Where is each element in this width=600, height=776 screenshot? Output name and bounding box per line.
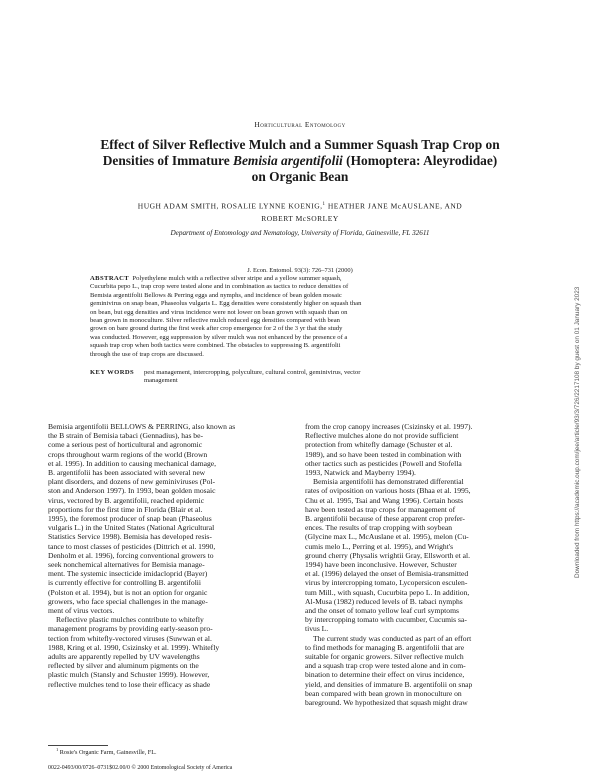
body-line: and the onset of tomato yellow leaf curl symptoms <box>305 606 459 616</box>
body-line: plastic mulch (Stansly and Schuster 1999). However, <box>48 670 210 680</box>
footnote-rule <box>48 745 108 746</box>
body-line: suitable for organic growers. Silver reflective mulch <box>305 652 464 662</box>
body-line: cumis melo L., Perring et al. 1995), and Wright's <box>305 541 454 551</box>
abstract-line: on bean, but egg densities and virus incidence were not lower on bean grown with squash than on <box>90 308 348 316</box>
body-line: is currently effective for controlling B. argentifolii <box>48 578 202 588</box>
body-line: Statistics Service 1998). Bemisia has developed resis- <box>48 532 212 542</box>
body-line: plant disorders, and dozens of new geminiviruses (Pol- <box>48 477 216 487</box>
body-line: The current study was conducted as part of an effort <box>313 633 472 643</box>
body-line: ment. The systemic insecticide imidacloprid (Bayer) <box>48 569 208 579</box>
body-line: rates of oviposition on various hosts (Bhaa et al. 1995, <box>305 486 471 496</box>
title-line-2: Densities of Immature Bemisia argentifolii (Homoptera: Aleyrodidae) <box>102 153 498 168</box>
body-line: virus by intercropping tomato, Lycopersicon esculen- <box>305 578 468 588</box>
body-column-right <box>305 422 549 707</box>
body-line: management programs by providing early-season pro- <box>48 624 213 634</box>
keywords-line: pest management, intercropping, polyculture, cultural control, geminivirus, vector <box>144 369 361 376</box>
article-title <box>40 137 560 185</box>
abstract-line: bean grown in monoculture. Silver reflective mulch reduced egg densities compared with bean <box>90 317 340 325</box>
footnote-mark: 1 <box>56 747 59 752</box>
body-line: B. argentifolii has been associated with several new <box>48 468 206 478</box>
abstract-line: geminivirus on snap bean, Phaseolus vulgaris L. Egg densities were consistently higher on squash than <box>90 300 362 308</box>
body-line: ston and Anderson 1997). In 1993, bean golden mosaic <box>48 486 216 496</box>
body-line: virus, vectored by B. argentifolii, reached epidemic <box>48 495 205 505</box>
body-line: seek nonchemical alternatives for Bemisia manage- <box>48 560 205 570</box>
body-line: come a serious pest of horticultural and agronomic <box>48 440 203 450</box>
body-line: vulgaris L.) in the United States (National Agricultural <box>48 523 215 533</box>
abstract-line: squash trap crop when both tactics were combined. The obstacles to suppressing B. argentifolii <box>90 342 341 350</box>
body-line: 1988, Kring et al. 1990, Csizinsky et al. 1999). Whitefly <box>48 642 220 652</box>
body-line: the B strain of Bemisia tabaci (Gennadius), has be- <box>48 431 203 441</box>
abstract <box>90 275 510 359</box>
keywords-text <box>144 369 510 386</box>
body-line: bareground. We hypothesized that squash might draw <box>305 698 468 708</box>
title-line-1: Effect of Silver Reflective Mulch and a Summer Squash Trap Crop on <box>100 137 500 152</box>
body-line: 1993, Natwick and Mayberry 1994). <box>305 468 416 478</box>
body-line: Reflective plastic mulches contribute to whitefly <box>56 615 204 625</box>
body-line: (Polston et al. 1994), but is not an option for organic <box>48 587 208 597</box>
keywords-line: management <box>144 377 178 385</box>
author-list <box>40 199 560 226</box>
body-line: B. argentifolii because of these apparent crop prefer- <box>305 514 465 524</box>
body-line: 1994) have been inconclusive. However, Schuster <box>305 560 457 570</box>
body-line: have been tested as trap crops for management of <box>305 504 456 514</box>
body-column-left <box>48 422 292 689</box>
body-line: Reflective mulches alone do not provide sufficient <box>305 431 459 441</box>
body-line: Chu et al. 1995, Tsai and Wang 1996). Certain hosts <box>305 495 464 505</box>
body-line: from the crop canopy increases (Csizinsky et al. 1997). <box>305 422 473 431</box>
title-species: Bemisia argentifolii <box>233 153 343 168</box>
body-line: tance to most classes of pesticides (Dittrich et al. 1990, <box>48 541 216 551</box>
abstract-label: ABSTRACT <box>90 275 130 282</box>
footnote: $^1$ Rosie's Organic Farm, Gainesville, FL. <box>56 747 157 757</box>
keywords-label: KEY WORDS <box>90 369 135 376</box>
body-line: protection from whitefly damage (Schuster et al. <box>305 440 453 450</box>
body-line: 1989), and so have been tested in combination with <box>305 449 462 459</box>
body-line: bination to determine their effect on virus incidence, <box>305 670 465 680</box>
abstract-line: ABSTRACT Polyethylene mulch with a reflective silver stripe and a yellow summer squash, <box>90 275 342 282</box>
authors-line-1: HUGH ADAM SMITH, ROSALIE LYNNE KOENIG,$^1$ HEATHER JANE McAUSLANE, AND <box>137 201 463 211</box>
body-line: proportions for the first time in Florida (Blair et al. <box>48 504 203 514</box>
body-line: Al-Musa (1982) reduced levels of B. tabaci nymphs <box>305 596 463 606</box>
copyright-line: 0022-0493/00/0726–0731$02.00/0 © 2000 Entomological Society of America <box>48 765 233 771</box>
abstract-line: Bemisia argentifolii Bellows & Perring eggs and nymphs, and incidence of bean golden mosaic <box>90 291 342 299</box>
body-line: Bemisia argentifolii has demonstrated differential <box>313 477 464 487</box>
body-line: other tactics such as pesticides (Powell and Stofella <box>305 458 462 468</box>
body-line: tection from whitefly-vectored viruses (Suwwan et al. <box>48 633 212 643</box>
body-line: and a squash trap crop were tested alone and in com- <box>305 661 466 671</box>
body-line: et al. 1995). In addition to causing mechanical damage, <box>48 458 217 468</box>
authors-line-2: ROBERT McSORLEY <box>261 214 339 223</box>
journal-citation: J. Econ. Entomol. 93(3): 726–731 (2000) <box>247 267 353 274</box>
abstract-line: through the use of trap crops are discussed. <box>90 350 204 358</box>
author-footnote-mark: 1 <box>322 202 326 207</box>
affiliation: Department of Entomology and Nematology, University of Florida, Gainesville, FL 32611 <box>170 229 430 237</box>
body-line: to find methods for managing B. argentifolii that are <box>305 642 465 652</box>
download-notice[interactable]: Downloaded from https://academic.oup.com/jee/article/93/3/726/2217108 by guest on 01 January 2023 <box>574 286 581 578</box>
body-line: crops throughout warm regions of the world (Brown <box>48 449 208 459</box>
download-sidebar <box>574 248 584 578</box>
body-line: Denholm et al. 1996), forcing conventional growers to <box>48 550 214 560</box>
body-line: ment of virus vectors. <box>48 606 115 616</box>
body-line: adults are apparently repelled by UV wavelengths <box>48 652 200 662</box>
body-line: (Glycine max L., McAuslane et al. 1995), melon (Cu- <box>305 532 469 542</box>
body-line: tivus L. <box>305 624 329 634</box>
body-line: by intercropping tomato with cucumber, Cucumis sa- <box>305 615 467 625</box>
body-line: yield, and densities of immature B. argentifolii on snap <box>305 679 473 689</box>
body-line: growers, who face special challenges in the manage- <box>48 596 208 606</box>
body-line: et al. (1996) delayed the onset of Bemisia-transmitted <box>305 569 469 579</box>
body-line: bean compared with bean grown in monoculture on <box>305 688 462 698</box>
abstract-line: was conducted. However, egg suppression by silver mulch was not enhanced by the presence of a <box>90 333 348 341</box>
title-line-3: on Organic Bean <box>251 169 349 184</box>
body-line: tum Mill., with squash, Cucurbita pepo L. In addition, <box>305 587 470 597</box>
body-line: ences. The results of trap cropping with soybean <box>305 523 453 533</box>
abstract-line: grown on bare ground during the first week after crop emergence for 2 of the 3 yr that the study <box>90 325 343 333</box>
abstract-line: Cucurbita pepo L., trap crop were tested alone and in combination as tactics to reduce densities of <box>90 283 349 291</box>
body-line: Bemisia argentifolii BELLOWS & PERRING, also known as <box>48 422 236 431</box>
section-label: Horticultural Entomology <box>254 120 346 129</box>
body-line: ground cherry (Physalis wrightii Gray, Ellsworth et al. <box>305 550 471 560</box>
body-line: reflective mulches tend to lose their efficacy as shade <box>48 679 211 689</box>
body-line: 1995), the foremost producer of snap bean (Phaseolus <box>48 514 212 524</box>
body-line: reflected by silver and aluminum pigments on the <box>48 661 199 671</box>
